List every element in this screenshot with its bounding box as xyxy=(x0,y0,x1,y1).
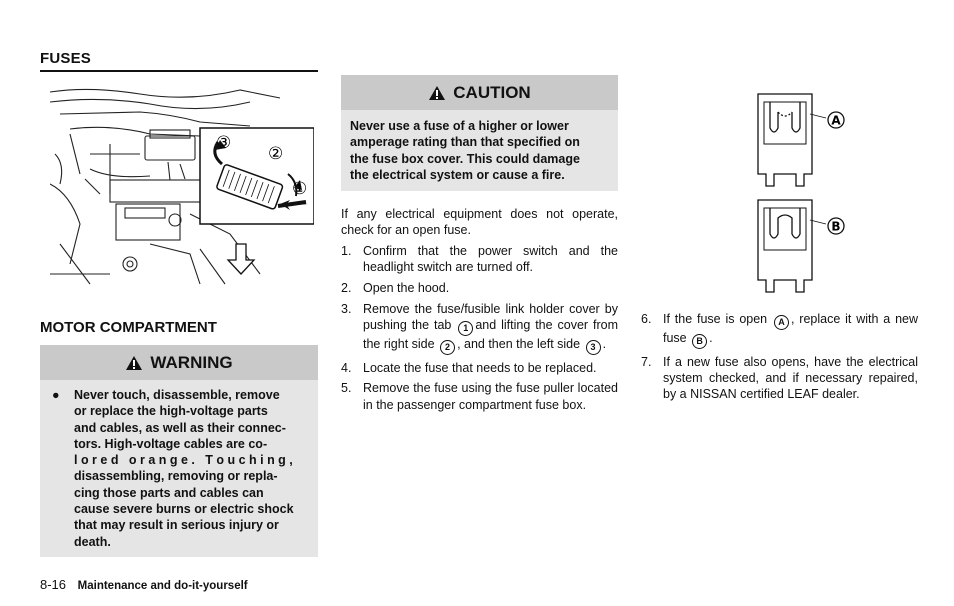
subheading-motor-compartment: MOTOR COMPARTMENT xyxy=(40,319,217,336)
step-4 xyxy=(341,360,618,376)
step-text: If the fuse is open xyxy=(663,312,768,326)
step-5 xyxy=(341,380,618,413)
caution-body xyxy=(341,110,618,191)
warning-line: that may result in serious injury or xyxy=(74,518,279,533)
step-number: 4. xyxy=(341,360,352,375)
warning-list xyxy=(52,387,308,550)
callout-badge-2: 2 xyxy=(440,340,455,355)
warning-header xyxy=(40,345,318,380)
warning-line: disassembling, removing or repla- xyxy=(74,469,278,484)
warning-line: cing those parts and cables can xyxy=(74,485,264,500)
caution-line: Never use a fuse of a higher or lower xyxy=(350,119,569,133)
section-heading: FUSES xyxy=(40,50,92,67)
procedure-steps xyxy=(341,243,618,418)
caution-line: the fuse box cover. This could damage xyxy=(350,151,580,166)
warning-triangle-icon xyxy=(125,355,143,371)
step-number: 5. xyxy=(341,381,352,396)
warning-body xyxy=(40,380,318,557)
caution-line: amperage rating than that specified on xyxy=(350,135,580,150)
step-text: Remove the fuse/fusible link holder cover by pushing the tab xyxy=(363,301,618,333)
step-text: , replace it with a new fuse xyxy=(663,312,918,345)
procedure-steps-continued xyxy=(641,311,918,407)
bullet-icon: ● xyxy=(52,388,60,402)
step-3 xyxy=(341,301,618,355)
callout-3: ③ xyxy=(216,133,232,153)
step-text: If a new fuse also opens, have the electrical system checked, and if necessary repaired, by a NISSAN certified LEAF dealer. xyxy=(663,354,918,402)
callout-badge-a: A xyxy=(774,315,789,330)
step-text: Remove the fuse using the fuse puller located in the passenger compartment fuse box. xyxy=(363,381,618,412)
warning-title: WARNING xyxy=(150,352,233,372)
fuse-good-illustration xyxy=(748,194,858,294)
callout-badge-3: 3 xyxy=(586,340,601,355)
step-text: . xyxy=(709,331,713,345)
callout-1: ① xyxy=(292,179,308,199)
step-text: Locate the fuse that needs to be replaced. xyxy=(363,360,597,375)
warning-line: tors. High-voltage cables are co- xyxy=(74,436,268,451)
callout-2: ② xyxy=(268,144,284,164)
warning-line: cause severe burns or electric shock xyxy=(74,502,294,517)
caution-line: the electrical system or cause a fire. xyxy=(350,167,565,182)
fuse-open-illustration xyxy=(748,88,858,188)
step-7 xyxy=(641,354,918,403)
page-number: 8-16 xyxy=(40,577,67,592)
caution-header xyxy=(341,75,618,110)
step-6 xyxy=(641,311,918,349)
step-number: 6. xyxy=(641,312,652,326)
fuse-label-b: B xyxy=(831,219,841,234)
step-text: Open the hood. xyxy=(363,281,450,296)
caution-triangle-icon xyxy=(428,85,446,101)
warning-line: l o r e d o r a n g e . T o u c h i n g , xyxy=(74,453,293,468)
step-number: 2. xyxy=(341,281,352,296)
step-text: Confirm that the power switch and the headlight switch are turned off. xyxy=(363,244,618,275)
step-text: . xyxy=(602,337,607,352)
intro-paragraph: If any electrical equipment does not operate, check for an open fuse. xyxy=(341,207,618,238)
callout-badge-b: B xyxy=(692,334,707,349)
heading-rule xyxy=(40,70,318,72)
warning-line: Never touch, disassemble, remove xyxy=(74,388,280,402)
step-number: 1. xyxy=(341,244,352,258)
warning-line: death. xyxy=(74,534,111,549)
page-footer xyxy=(40,577,248,592)
step-text: and lifting the cover from the right side xyxy=(363,318,618,352)
caution-title: CAUTION xyxy=(453,82,531,102)
step-1 xyxy=(341,243,618,276)
warning-line: and cables, as well as their connec- xyxy=(74,420,286,435)
warning-item xyxy=(52,387,308,550)
step-2 xyxy=(341,280,618,296)
motor-compartment-illustration xyxy=(50,84,314,286)
caution-text xyxy=(350,118,609,183)
footer-section-title: Maintenance and do-it-yourself xyxy=(77,580,248,592)
step-number: 3. xyxy=(341,301,352,316)
callout-badge-1: 1 xyxy=(458,321,473,336)
warning-line: or replace the high-voltage parts xyxy=(74,404,268,419)
fuse-label-a: A xyxy=(831,113,841,128)
step-text: , and then the left side xyxy=(457,337,581,352)
step-number: 7. xyxy=(641,354,652,369)
